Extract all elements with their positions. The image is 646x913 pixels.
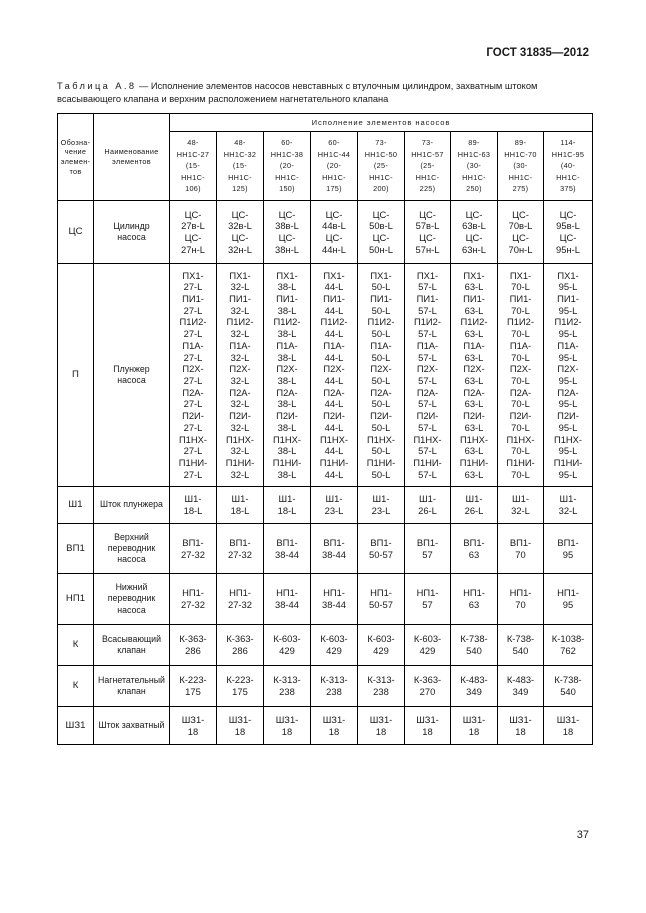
table-row: [58, 487, 593, 524]
cell-value: НП1- 38-44: [311, 574, 358, 625]
cell-element-name: Цилиндр насоса: [94, 201, 170, 264]
cell-value: К-313- 238: [311, 666, 358, 707]
cell-value: ВП1- 57: [405, 524, 451, 574]
pump-elements-table: [57, 113, 593, 745]
cell-value: НП1- 38-44: [264, 574, 311, 625]
cell-value: ШЗ1- 18: [170, 707, 217, 745]
cell-value: ПХ1- 95-L ПИ1- 95-L П1И2- 95-L П1А- 95-L П2Х- 95-L П2А- 95-L П2И- 95-L П1НХ- 95-L П1НИ- 95-L: [544, 264, 593, 487]
table-row: [58, 707, 593, 745]
cell-value: ВП1- 50-57: [358, 524, 405, 574]
cell-value: К-603- 429: [358, 625, 405, 666]
cell-value: ПХ1- 32-L ПИ1- 32-L П1И2- 32-L П1А- 32-L П2Х- 32-L П2А- 32-L П2И- 32-L П1НХ- 32-L П1НИ- 32-L: [217, 264, 264, 487]
table-row: [58, 524, 593, 574]
cell-value: К-738- 540: [451, 625, 498, 666]
cell-value: К-363- 286: [217, 625, 264, 666]
cell-value: НП1- 95: [544, 574, 593, 625]
cell-value: ВП1- 27-32: [217, 524, 264, 574]
cell-value: ШЗ1- 18: [451, 707, 498, 745]
cell-value: ВП1- 70: [498, 524, 544, 574]
cell-value: К-738- 540: [544, 666, 593, 707]
page-number: 37: [576, 829, 589, 841]
cell-value: ПХ1- 57-L ПИ1- 57-L П1И2- 57-L П1А- 57-L П2Х- 57-L П2А- 57-L П2И- 57-L П1НХ- 57-L П1НИ- 57-L: [405, 264, 451, 487]
col-header-pump: 60- НН1С-38 (20- НН1С- 150): [264, 132, 311, 201]
cell-value: К-603- 429: [311, 625, 358, 666]
col-header-pump: 89- НН1С-70 (30- НН1С- 275): [498, 132, 544, 201]
col-header-execution: Исполнение элементов насосов: [170, 114, 593, 132]
cell-designation: ШЗ1: [58, 707, 94, 745]
cell-value: К-223- 175: [217, 666, 264, 707]
col-header-pump: 73- НН1С-50 (25- НН1С- 200): [358, 132, 405, 201]
table-body: [58, 201, 593, 745]
table-row: [58, 201, 593, 264]
cell-designation: П: [58, 264, 94, 487]
cell-value: ШЗ1- 18: [311, 707, 358, 745]
cell-value: ШЗ1- 18: [498, 707, 544, 745]
table-row: [58, 264, 593, 487]
cell-value: Ш1- 32-L: [498, 487, 544, 524]
cell-value: НП1- 57: [405, 574, 451, 625]
cell-value: ЦС- 70в-L ЦС- 70н-L: [498, 201, 544, 264]
standard-number: ГОСТ 31835—2012: [486, 47, 589, 59]
cell-value: Ш1- 23-L: [358, 487, 405, 524]
cell-designation: К: [58, 625, 94, 666]
cell-value: ВП1- 95: [544, 524, 593, 574]
cell-value: К-223- 175: [170, 666, 217, 707]
cell-value: ЦС- 63в-L ЦС- 63н-L: [451, 201, 498, 264]
cell-value: ВП1- 27-32: [170, 524, 217, 574]
cell-value: Ш1- 26-L: [451, 487, 498, 524]
col-header-pump: 89- НН1С-63 (30- НН1С- 250): [451, 132, 498, 201]
cell-value: ЦС- 38в-L ЦС- 38н-L: [264, 201, 311, 264]
cell-element-name: Шток плунжера: [94, 487, 170, 524]
table-caption-text: — Исполнение элементов насосов невставных с втулочным цилиндром, захватным штоком всасывающего клапана и верхним расположением нагнетательного клапана: [57, 81, 538, 104]
cell-designation: ЦС: [58, 201, 94, 264]
cell-value: НП1- 63: [451, 574, 498, 625]
cell-designation: Ш1: [58, 487, 94, 524]
cell-value: ПХ1- 27-L ПИ1- 27-L П1И2- 27-L П1А- 27-L П2Х- 27-L П2А- 27-L П2И- 27-L П1НХ- 27-L П1НИ- 27-L: [170, 264, 217, 487]
cell-value: К-483- 349: [498, 666, 544, 707]
cell-value: ПХ1- 63-L ПИ1- 63-L П1И2- 63-L П1А- 63-L П2Х- 63-L П2А- 63-L П2И- 63-L П1НХ- 63-L П1НИ- 63-L: [451, 264, 498, 487]
cell-element-name: Нижний переводник насоса: [94, 574, 170, 625]
cell-value: ШЗ1- 18: [405, 707, 451, 745]
cell-value: К-1038- 762: [544, 625, 593, 666]
cell-value: К-738- 540: [498, 625, 544, 666]
cell-value: Ш1- 18-L: [217, 487, 264, 524]
cell-value: К-313- 238: [358, 666, 405, 707]
cell-designation: ВП1: [58, 524, 94, 574]
cell-value: ВП1- 63: [451, 524, 498, 574]
cell-value: ШЗ1- 18: [358, 707, 405, 745]
cell-value: К-603- 429: [264, 625, 311, 666]
cell-value: К-483- 349: [451, 666, 498, 707]
cell-designation: НП1: [58, 574, 94, 625]
cell-value: НП1- 27-32: [170, 574, 217, 625]
cell-value: К-363- 270: [405, 666, 451, 707]
col-header-designation: Обозна- чение элемен- тов: [58, 114, 94, 201]
col-header-pump: 114- НН1С-95 (40- НН1С- 375): [544, 132, 593, 201]
cell-value: ЦС- 44в-L ЦС- 44н-L: [311, 201, 358, 264]
table-caption: [57, 80, 592, 105]
cell-value: К-603- 429: [405, 625, 451, 666]
cell-value: Ш1- 26-L: [405, 487, 451, 524]
cell-designation: К: [58, 666, 94, 707]
col-header-pump: 60- НН1С-44 (20- НН1С- 175): [311, 132, 358, 201]
cell-value: НП1- 27-32: [217, 574, 264, 625]
cell-value: ЦС- 95в-L ЦС- 95н-L: [544, 201, 593, 264]
cell-value: Ш1- 18-L: [170, 487, 217, 524]
table-caption-lead: Таблица А.8: [57, 81, 137, 91]
table-row: [58, 625, 593, 666]
cell-value: ЦС- 27в-L ЦС- 27н-L: [170, 201, 217, 264]
col-header-name: Наименование элементов: [94, 114, 170, 201]
cell-element-name: Нагнетательный клапан: [94, 666, 170, 707]
col-header-pump: 73- НН1С-57 (25- НН1С- 225): [405, 132, 451, 201]
cell-value: ШЗ1- 18: [264, 707, 311, 745]
cell-value: Ш1- 23-L: [311, 487, 358, 524]
cell-value: ШЗ1- 18: [217, 707, 264, 745]
col-header-pump: 48- НН1С-27 (15- НН1С- 106): [170, 132, 217, 201]
cell-value: НП1- 50-57: [358, 574, 405, 625]
cell-value: ЦС- 57в-L ЦС- 57н-L: [405, 201, 451, 264]
cell-value: ПХ1- 38-L ПИ1- 38-L П1И2- 38-L П1А- 38-L П2Х- 38-L П2А- 38-L П2И- 38-L П1НХ- 38-L П1НИ- 38-L: [264, 264, 311, 487]
cell-value: ЦС- 32в-L ЦС- 32н-L: [217, 201, 264, 264]
cell-value: Ш1- 18-L: [264, 487, 311, 524]
cell-value: Ш1- 32-L: [544, 487, 593, 524]
cell-element-name: Всасывающий клапан: [94, 625, 170, 666]
cell-element-name: Плунжер насоса: [94, 264, 170, 487]
cell-element-name: Шток захватный: [94, 707, 170, 745]
cell-value: ПХ1- 50-L ПИ1- 50-L П1И2- 50-L П1А- 50-L П2Х- 50-L П2А- 50-L П2И- 50-L П1НХ- 50-L П1НИ- 50-L: [358, 264, 405, 487]
cell-value: К-363- 286: [170, 625, 217, 666]
cell-value: ВП1- 38-44: [264, 524, 311, 574]
cell-value: ШЗ1- 18: [544, 707, 593, 745]
cell-element-name: Верхний переводник насоса: [94, 524, 170, 574]
cell-value: К-313- 238: [264, 666, 311, 707]
col-header-pump: 48- НН1С-32 (15- НН1С- 125): [217, 132, 264, 201]
cell-value: ПХ1- 44-L ПИ1- 44-L П1И2- 44-L П1А- 44-L П2Х- 44-L П2А- 44-L П2И- 44-L П1НХ- 44-L П1НИ- 44-L: [311, 264, 358, 487]
cell-value: ВП1- 38-44: [311, 524, 358, 574]
table-row: [58, 574, 593, 625]
cell-value: НП1- 70: [498, 574, 544, 625]
table-row: [58, 666, 593, 707]
cell-value: ПХ1- 70-L ПИ1- 70-L П1И2- 70-L П1А- 70-L П2Х- 70-L П2А- 70-L П2И- 70-L П1НХ- 70-L П1НИ- 70-L: [498, 264, 544, 487]
cell-value: ЦС- 50в-L ЦС- 50н-L: [358, 201, 405, 264]
